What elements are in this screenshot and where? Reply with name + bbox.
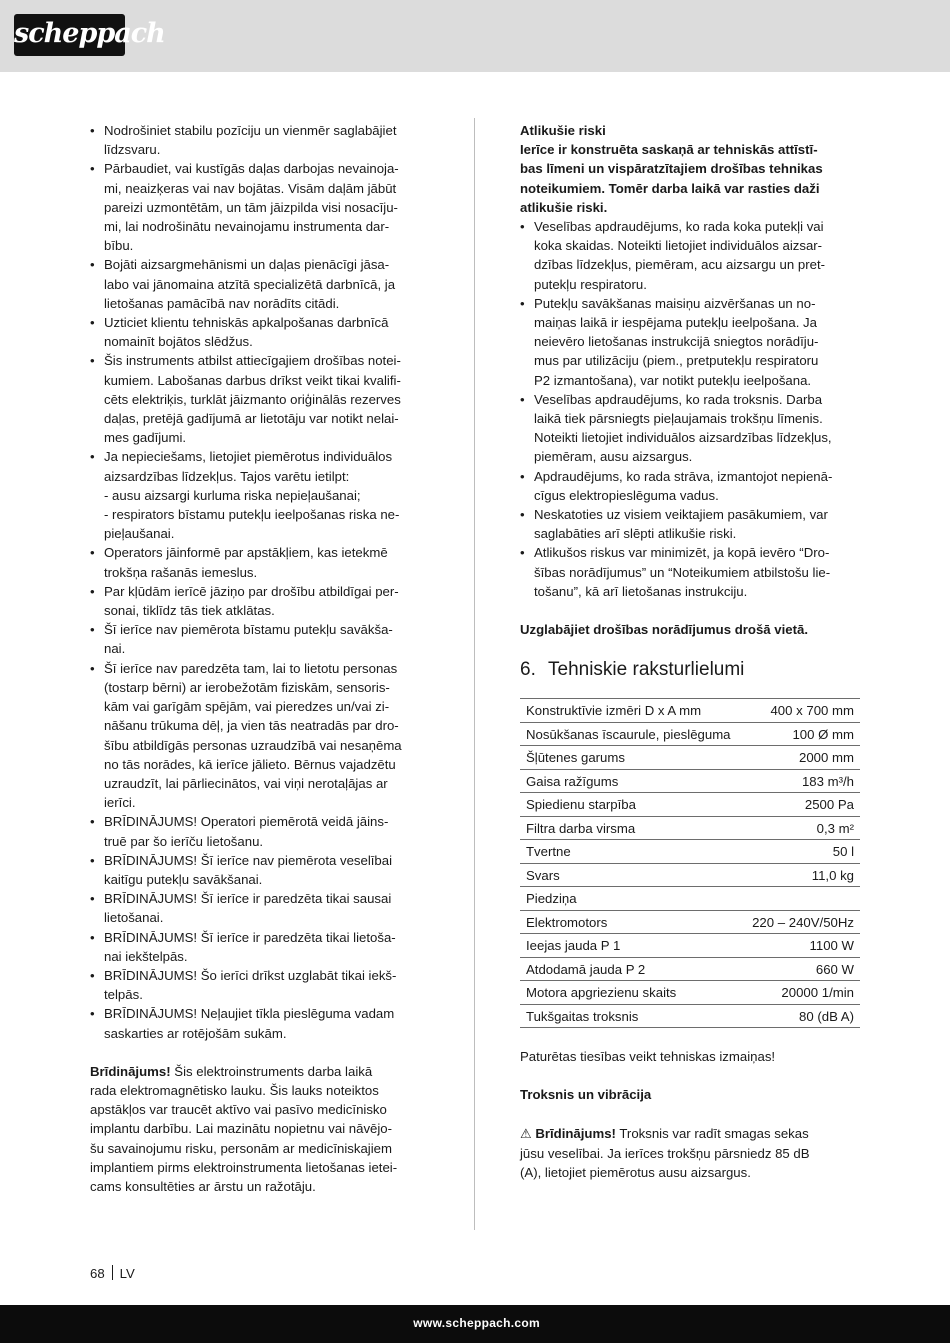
spec-row — [520, 863, 860, 887]
reserved-rights-note: Paturētas tiesības veikt tehniskas izmaiņas! — [520, 1049, 776, 1065]
bullet-text-line: ierīci. — [104, 795, 136, 811]
bullet-text-line: - ausu aizsargi kurluma riska nepieļaušanai; — [104, 487, 361, 503]
residual-risks-title: Atlikušie riski — [520, 123, 606, 138]
spec-row — [520, 840, 860, 864]
spec-row — [520, 769, 860, 793]
bullet-text-line: • Veselības apdraudējums, ko rada troksnis. Darba — [534, 391, 823, 407]
warning-text-line: apstākļos var traucēt aktīvo vai pasīvo medicīnisko — [90, 1102, 387, 1118]
bullet-text-line: aizsardzības līdzekļus. Tajos varētu ietilpt: — [104, 468, 350, 484]
bullet-text-line: bību. — [104, 238, 134, 254]
bullet-text-line: nai iekštelpās. — [104, 948, 188, 964]
bullet-text-line: • Atlikušos riskus var minimizēt, ja kopā ievēro “Dro- — [534, 545, 830, 561]
bullet-text-line: kumiem. Labošanas darbus drīkst veikt tikai kvalifi- — [104, 372, 401, 388]
warning-triangle-icon: ⚠ — [520, 1126, 532, 1142]
bullet-text-line: • Ja nepieciešams, lietojiet piemērotus individuālos — [104, 449, 393, 465]
bullet-text-line: • Apdraudējums, ko rada strāva, izmantojot nepienā- — [534, 468, 833, 484]
warning-text-line: implantiem pirms elektroinstrumenta lietošanas ietei- — [90, 1159, 398, 1175]
warning-text-line: šu savainojumu risku, personām ar medicīniskajiem — [90, 1140, 392, 1156]
safety-bullet-list — [90, 121, 430, 1043]
spec-label: Atdodamā jauda P 2 — [520, 957, 738, 981]
spec-row — [520, 934, 860, 958]
residual-risk-item — [520, 217, 860, 294]
spec-value: 2000 mm — [738, 746, 860, 770]
spec-row — [520, 957, 860, 981]
keep-instructions-note: Uzglabājiet drošības norādījumus drošā vietā. — [520, 622, 809, 638]
noise-text-line: (A), lietojiet piemērotus ausu aizsargus. — [520, 1165, 751, 1181]
spec-row — [520, 722, 860, 746]
section-title: Tehniskie raksturlielumi — [548, 659, 745, 681]
residual-risk-item — [520, 543, 860, 601]
spec-value: 220 – 240V/50Hz — [738, 910, 860, 934]
left-column — [90, 121, 430, 1196]
safety-bullet-item — [90, 812, 430, 850]
intro-text-line: bas līmeni un vispāratzītajiem drošības tehnikas — [520, 161, 823, 177]
safety-bullet-item — [90, 928, 430, 966]
bullet-text-line: cēts elektriķis, turklāt jāizmanto oriģinālās rezerves — [104, 391, 401, 407]
spec-value: 660 W — [738, 957, 860, 981]
spec-label: Filtra darba virsma — [520, 816, 738, 840]
spec-value: 100 Ø mm — [738, 722, 860, 746]
bullet-text-line: mus par utilizāciju (piem., pretputekļu respiratoru — [534, 353, 819, 369]
bullet-text-line: • Pārbaudiet, vai kustīgās daļas darbojas nevainoja- — [104, 161, 399, 177]
bullet-text-line: pareizi uzmontētām, un tām jāizpilda visi nosacīju- — [104, 199, 398, 215]
safety-bullet-item — [90, 159, 430, 255]
safety-bullet-item — [90, 582, 430, 620]
spec-label: Svars — [520, 863, 738, 887]
spec-value — [738, 887, 860, 911]
bullet-text-line: pieļaušanai. — [104, 526, 175, 542]
residual-risk-item — [520, 390, 860, 467]
emf-warning-label: Brīdinājums! — [90, 1063, 171, 1079]
spec-row — [520, 699, 860, 723]
spec-label: Ieejas jauda P 1 — [520, 934, 738, 958]
bullet-text-line: nai. — [104, 641, 126, 657]
bullet-text-line: • Par kļūdām ierīcē jāziņo par drošību atbildīgai per- — [104, 583, 399, 599]
bullet-text-line: (tostarp bērni) ar ierobežotām fiziskām, sensoris- — [104, 679, 390, 695]
bullet-text-line: kaitīgu putekļu savākšanai. — [104, 871, 263, 887]
noise-warning-label: Brīdinājums! — [535, 1125, 616, 1141]
bullet-text-line: tošanu”, kā arī lietošanas instrukciju. — [534, 583, 748, 599]
section-number: 6. — [520, 659, 536, 681]
safety-bullet-item — [90, 121, 430, 159]
bullet-text-line: koka skaidas. Noteikti lietojiet individuālos aizsar- — [534, 238, 823, 254]
bullet-text-line: mi, neaizķeras vai nav bojātas. Visām daļām jābūt — [104, 180, 397, 196]
spec-label: Piedziņa — [520, 887, 738, 911]
spec-value: 183 m³/h — [738, 769, 860, 793]
residual-risks-list — [520, 217, 860, 601]
warning-text-line: rada elektromagnētisko lauku. Šis lauks noteiktos — [90, 1082, 379, 1098]
bullet-text-line: šību atbildīgās personas uzraudzībā vai nesaņēma — [104, 737, 402, 753]
bullet-text-line: neievēro lietošanas instrukcijā sniegtos norādīju- — [534, 334, 819, 350]
spec-value: 20000 1/min — [738, 981, 860, 1005]
warning-text-line: cams konsultēties ar ārstu un ražotāju. — [90, 1178, 316, 1194]
spec-label: Nosūkšanas īscaurule, pieslēguma — [520, 722, 738, 746]
safety-bullet-item — [90, 966, 430, 1004]
safety-bullet-item — [90, 659, 430, 813]
spec-label: Elektromotors — [520, 910, 738, 934]
bullet-text-line: • Veselības apdraudējums, ko rada koka putekļi vai — [534, 219, 824, 235]
bullet-text-line: • BRĪDINĀJUMS! Šī ierīce ir paredzēta tikai lietoša- — [104, 929, 396, 945]
bullet-text-line: • Neskatoties uz visiem veiktajiem pasākumiem, var — [534, 507, 828, 523]
bullet-text-line: lietošanas pamācībā nav norādīts citādi. — [104, 295, 340, 311]
page-header — [0, 0, 950, 72]
bullet-text-line: kām vai garīgām spējām, vai pieredzes un/vai zi- — [104, 699, 390, 715]
spec-row — [520, 887, 860, 911]
spec-value: 11,0 kg — [738, 863, 860, 887]
scheppach-logo: scheppach — [14, 14, 125, 56]
bullet-text-line: cīgus elektropieslēguma vadus. — [534, 487, 719, 503]
bullet-text-line: mi, lai nodrošinātu nevainojamu instrumenta dar- — [104, 219, 390, 235]
bullet-text-line: P2 izmantošana), var notikt putekļu ieelpošana. — [534, 372, 812, 388]
warning-text-line: implantu darbību. Lai mazinātu nopietnu vai nāvējo- — [90, 1121, 393, 1137]
residual-risks-intro — [520, 140, 860, 217]
bullet-text-line: • Putekļu savākšanas maisiņu aizvēršanas un no- — [534, 295, 816, 311]
bullet-text-line: Noteikti lietojiet individuālos aizsardzības līdzekļus, — [534, 430, 832, 446]
bullet-text-line: lietošanai. — [104, 910, 164, 926]
footer-bar — [0, 1305, 950, 1343]
safety-bullet-item — [90, 447, 430, 543]
spec-label: Motora apgriezienu skaits — [520, 981, 738, 1005]
bullet-text-line: • Operators jāinformē par apstākļiem, kas ietekmē — [104, 545, 388, 561]
bullet-text-line: telpās. — [104, 987, 143, 1003]
spec-value: 50 l — [738, 840, 860, 864]
bullet-text-line: saglabāties arī slēpti atlikušie riski. — [534, 526, 737, 542]
bullet-text-line: • BRĪDINĀJUMS! Šī ierīce ir paredzēta tikai sausai — [104, 891, 392, 907]
spec-label: Tukšgaitas troksnis — [520, 1004, 738, 1028]
bullet-text-line: šības norādījumus” un “Noteikumiem atbilstošu lie- — [534, 564, 831, 580]
bullet-text-line: piemēram, ausu aizsargus. — [534, 449, 693, 465]
spec-row — [520, 746, 860, 770]
residual-risk-item — [520, 294, 860, 390]
bullet-text-line: sonai, tiklīdz tās tiek atklātas. — [104, 603, 275, 619]
spec-label: Spiedienu starpība — [520, 793, 738, 817]
technical-specs-table — [520, 698, 860, 1028]
intro-text-line: Ierīce ir konstruēta saskaņā ar tehniskās attīstī- — [520, 142, 818, 158]
spec-value: 400 x 700 mm — [738, 699, 860, 723]
page-footer-number — [90, 1265, 135, 1281]
bullet-text-line: • Nodrošiniet stabilu pozīciju un vienmēr saglabājiet — [104, 123, 397, 138]
noise-warning-paragraph — [520, 1124, 860, 1183]
residual-risk-item — [520, 467, 860, 505]
noise-vibration-title: Troksnis un vibrācija — [520, 1087, 652, 1103]
safety-bullet-item — [90, 255, 430, 313]
bullet-text-line: uzraudzīt, lai pārliecinātos, vai viņi nerotaļājas ar — [104, 775, 388, 791]
noise-text-line: Troksnis var radīt smagas sekas — [615, 1125, 809, 1141]
spec-value: 0,3 m² — [738, 816, 860, 840]
spec-row — [520, 793, 860, 817]
bullet-text-line: trokšņa rašanās iemeslus. — [104, 564, 258, 580]
spec-label: Tvertne — [520, 840, 738, 864]
bullet-text-line: daļas, pretējā gadījumā ar lietotāju var notikt nelai- — [104, 411, 399, 427]
bullet-text-line: līdzsvaru. — [104, 142, 161, 158]
safety-bullet-item — [90, 543, 430, 581]
spec-label: Šļūtenes garums — [520, 746, 738, 770]
bullet-text-line: putekļu respiratoru. — [534, 276, 647, 292]
spec-value: 1100 W — [738, 934, 860, 958]
spec-value: 2500 Pa — [738, 793, 860, 817]
intro-text-line: noteikumiem. Tomēr darba laikā var rasties daži — [520, 180, 820, 196]
safety-bullet-item — [90, 889, 430, 927]
bullet-text-line: • BRĪDINĀJUMS! Šī ierīce nav piemērota veselībai — [104, 852, 393, 868]
bullet-text-line: • BRĪDINĀJUMS! Operatori piemērotā veidā jāins- — [104, 814, 389, 830]
safety-bullet-item — [90, 313, 430, 351]
safety-bullet-item — [90, 620, 430, 658]
bullet-text-line: - respirators bīstamu putekļu ieelpošanas riska ne- — [104, 507, 400, 523]
bullet-text-line: truē par šo ierīču lietošanu. — [104, 833, 264, 849]
bullet-text-line: • BRĪDINĀJUMS! Šo ierīci drīkst uzglabāt tikai iekš- — [104, 967, 397, 983]
emf-warning-paragraph — [90, 1062, 430, 1196]
spec-row — [520, 816, 860, 840]
bullet-text-line: • Šis instruments atbilst attiecīgajiem drošības notei- — [104, 353, 401, 369]
right-column — [520, 121, 860, 1182]
bullet-text-line: • Šī ierīce nav paredzēta tam, lai to lietotu personas — [104, 660, 398, 676]
bullet-text-line: no tās norādes, kā ierīce jālieto. Bērnus vajadzētu — [104, 756, 396, 772]
warning-text-line: Šis elektroinstruments darba laikā — [170, 1063, 373, 1079]
column-divider — [474, 118, 475, 1230]
intro-text-line: atlikušie riski. — [520, 199, 608, 215]
safety-bullet-item — [90, 351, 430, 447]
bullet-text-line: labo vai jānomaina atzītā specializētā darbnīcā, ja — [104, 276, 396, 292]
spec-label: Gaisa ražīgums — [520, 769, 738, 793]
page-number: 68 — [90, 1266, 105, 1281]
safety-bullet-item — [90, 1004, 430, 1042]
bullet-text-line: • Šī ierīce nav piemērota bīstamu putekļu savākša- — [104, 622, 393, 638]
safety-bullet-item — [90, 851, 430, 889]
spec-row — [520, 910, 860, 934]
bullet-text-line: • Uzticiet klientu tehniskās apkalpošanas darbnīcā — [104, 315, 389, 331]
spec-label: Konstruktīvie izmēri D x A mm — [520, 699, 738, 723]
bullet-text-line: • BRĪDINĀJUMS! Neļaujiet tīkla pieslēguma vadam — [104, 1006, 395, 1022]
bullet-text-line: • Bojāti aizsargmehānismi un daļas pienācīgi jāsa- — [104, 257, 390, 273]
language-code: LV — [119, 1266, 135, 1281]
noise-text-line: jūsu veselībai. Ja ierīces trokšņu pārsniedz 85 dB — [520, 1145, 810, 1161]
bullet-text-line: nāšanu trūkuma dēļ, ja vien tās neatradās par dro- — [104, 718, 399, 734]
bullet-text-line: nomainīt bojātos slēdžus. — [104, 334, 253, 350]
section-heading — [520, 658, 860, 682]
bullet-text-line: dzības līdzekļus, piemēram, acu aizsargu un pret- — [534, 257, 825, 273]
residual-risk-item — [520, 505, 860, 543]
spec-row — [520, 1004, 860, 1028]
bullet-text-line: saskarties ar rotējošām sukām. — [104, 1025, 287, 1041]
bullet-text-line: maiņas laikā ir iespējama putekļu ieelpošana. Ja — [534, 315, 817, 331]
spec-value: 80 (dB A) — [738, 1004, 860, 1028]
spec-row — [520, 981, 860, 1005]
website-url: www.scheppach.com — [413, 1316, 540, 1330]
bullet-text-line: laikā tiek pārsniegts pieļaujamais trokšņu līmenis. — [534, 411, 823, 427]
bullet-text-line: mes gadījumi. — [104, 430, 187, 446]
